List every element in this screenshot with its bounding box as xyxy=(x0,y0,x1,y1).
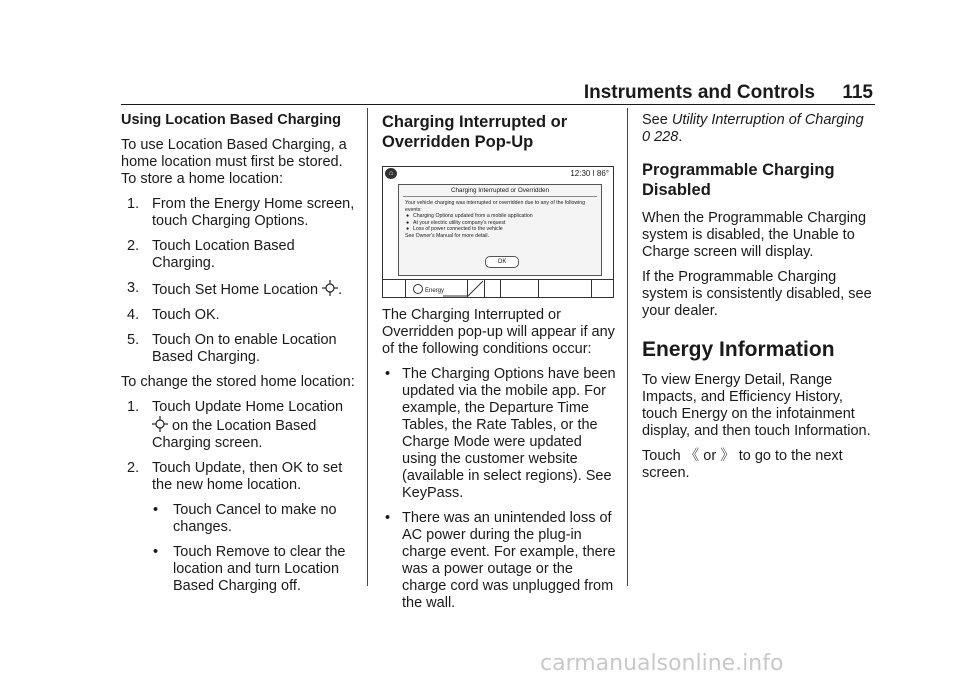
popup-dialog xyxy=(398,184,602,276)
section-title: Instruments and Controls xyxy=(583,82,815,103)
heading-energy-information: Energy Information xyxy=(642,338,835,361)
energy-tab: Energy xyxy=(413,284,444,294)
screen-time-temp: 12:30 ǀ 86° xyxy=(570,169,609,178)
bar-separator xyxy=(500,280,501,297)
sub-bullet-remove: • Touch Remove to clear the location and turn Location Based Charging off. xyxy=(153,544,346,594)
column-divider-right xyxy=(627,108,628,586)
see-reference: See Utility Interruption of Charging 0 228. xyxy=(642,112,864,145)
bar-separator xyxy=(538,280,539,297)
bar-separator xyxy=(484,280,485,297)
popup-bullet: ● Charging Options updated from a mobile application xyxy=(406,213,533,220)
step-2: 2. Touch Location Based Charging. xyxy=(127,238,295,271)
heading-programmable-disabled: Programmable Charging Disabled xyxy=(642,161,835,199)
prog-paragraph-1: When the Programmable Charging system is disabled, the Unable to Charge screen will display. xyxy=(642,210,867,260)
page-number: 115 xyxy=(842,82,873,103)
popup-bullet: ● Loss of power connected to the vehicle xyxy=(406,226,503,233)
page-header xyxy=(513,82,873,106)
chevron-left-icon: 《 xyxy=(684,448,700,464)
sub-bullet-cancel: • Touch Cancel to make no changes. xyxy=(153,502,337,535)
intro-text: To use Location Based Charging, a home location must first be stored. To store a home location: xyxy=(121,137,347,187)
prog-paragraph-2: If the Programmable Charging system is consistently disabled, see your dealer. xyxy=(642,269,872,319)
middle-column xyxy=(382,112,618,162)
bar-separator xyxy=(591,280,592,297)
bar-separator xyxy=(467,280,468,297)
bar-separator xyxy=(405,280,406,297)
energy-tab-curve xyxy=(443,280,483,297)
change-intro: To change the stored home location: xyxy=(121,374,355,390)
header-rule xyxy=(121,104,875,105)
step-5: 5. Touch On to enable Location Based Charging. xyxy=(127,332,337,365)
popup-title: Charging Interrupted or Overridden xyxy=(450,187,549,194)
chevron-right-icon: 》 xyxy=(720,448,735,464)
step-1: 1. From the Energy Home screen, touch Charging Options. xyxy=(127,196,355,229)
home-icon: ⌂ xyxy=(385,168,397,179)
location-crosshair-icon xyxy=(322,280,338,296)
watermark: carmanualsonline.info xyxy=(540,651,784,676)
popup-text: Your vehicle charging was interrupted or overridden due to any of the following events: xyxy=(405,200,586,213)
bullet-options-updated: • The Charging Options have been updated via the mobile app. For example, the Departure Time Tables, the Rate Tables, or the Charge Mode were updated using the customer website (available in select regions). See KeyPass. xyxy=(385,366,616,501)
popup-divider xyxy=(403,196,597,197)
location-crosshair-icon xyxy=(152,416,168,432)
middle-column-text xyxy=(382,307,618,620)
heading-charging-interrupted: Charging Interrupted or Overridden Pop-Up xyxy=(382,113,568,151)
popup-bullet: ● At your electric utility company's request xyxy=(406,219,506,226)
energy-paragraph-2: Touch 《 or 》 to go to the next screen. xyxy=(642,448,843,481)
step-4: 4. Touch OK. xyxy=(127,307,220,323)
screen-top-bar xyxy=(383,167,613,180)
popup-note: See Owner's Manual for more detail. xyxy=(405,232,490,239)
energy-icon xyxy=(413,284,423,294)
infotainment-screen-illustration xyxy=(382,166,614,298)
screen-bottom-bar xyxy=(383,279,613,297)
popup-ok-button: OK xyxy=(485,256,519,268)
left-column xyxy=(121,112,357,603)
change-step-2: 2. Touch Update, then OK to set the new home location. xyxy=(127,460,343,493)
popup-body xyxy=(405,200,595,240)
popup-intro: The Charging Interrupted or Overridden pop-up will appear if any of the following conditions occur: xyxy=(382,307,615,357)
right-column xyxy=(642,112,878,490)
heading-location-charging: Using Location Based Charging xyxy=(121,112,341,128)
column-divider-left xyxy=(367,108,368,586)
change-step-1: 1. Touch Update Home Location on the Location Based Charging screen. xyxy=(127,399,344,451)
step-3: 3. Touch Set Home Location . xyxy=(127,280,343,298)
bullet-power-loss: • There was an unintended loss of AC power during the plug-in charge event. For example, there was a power outage or the charge cord was unplugged from the wall. xyxy=(385,510,616,611)
energy-paragraph-1: To view Energy Detail, Range Impacts, and Efficiency History, touch Energy on the infotainment display, and then touch Information. xyxy=(642,372,871,439)
